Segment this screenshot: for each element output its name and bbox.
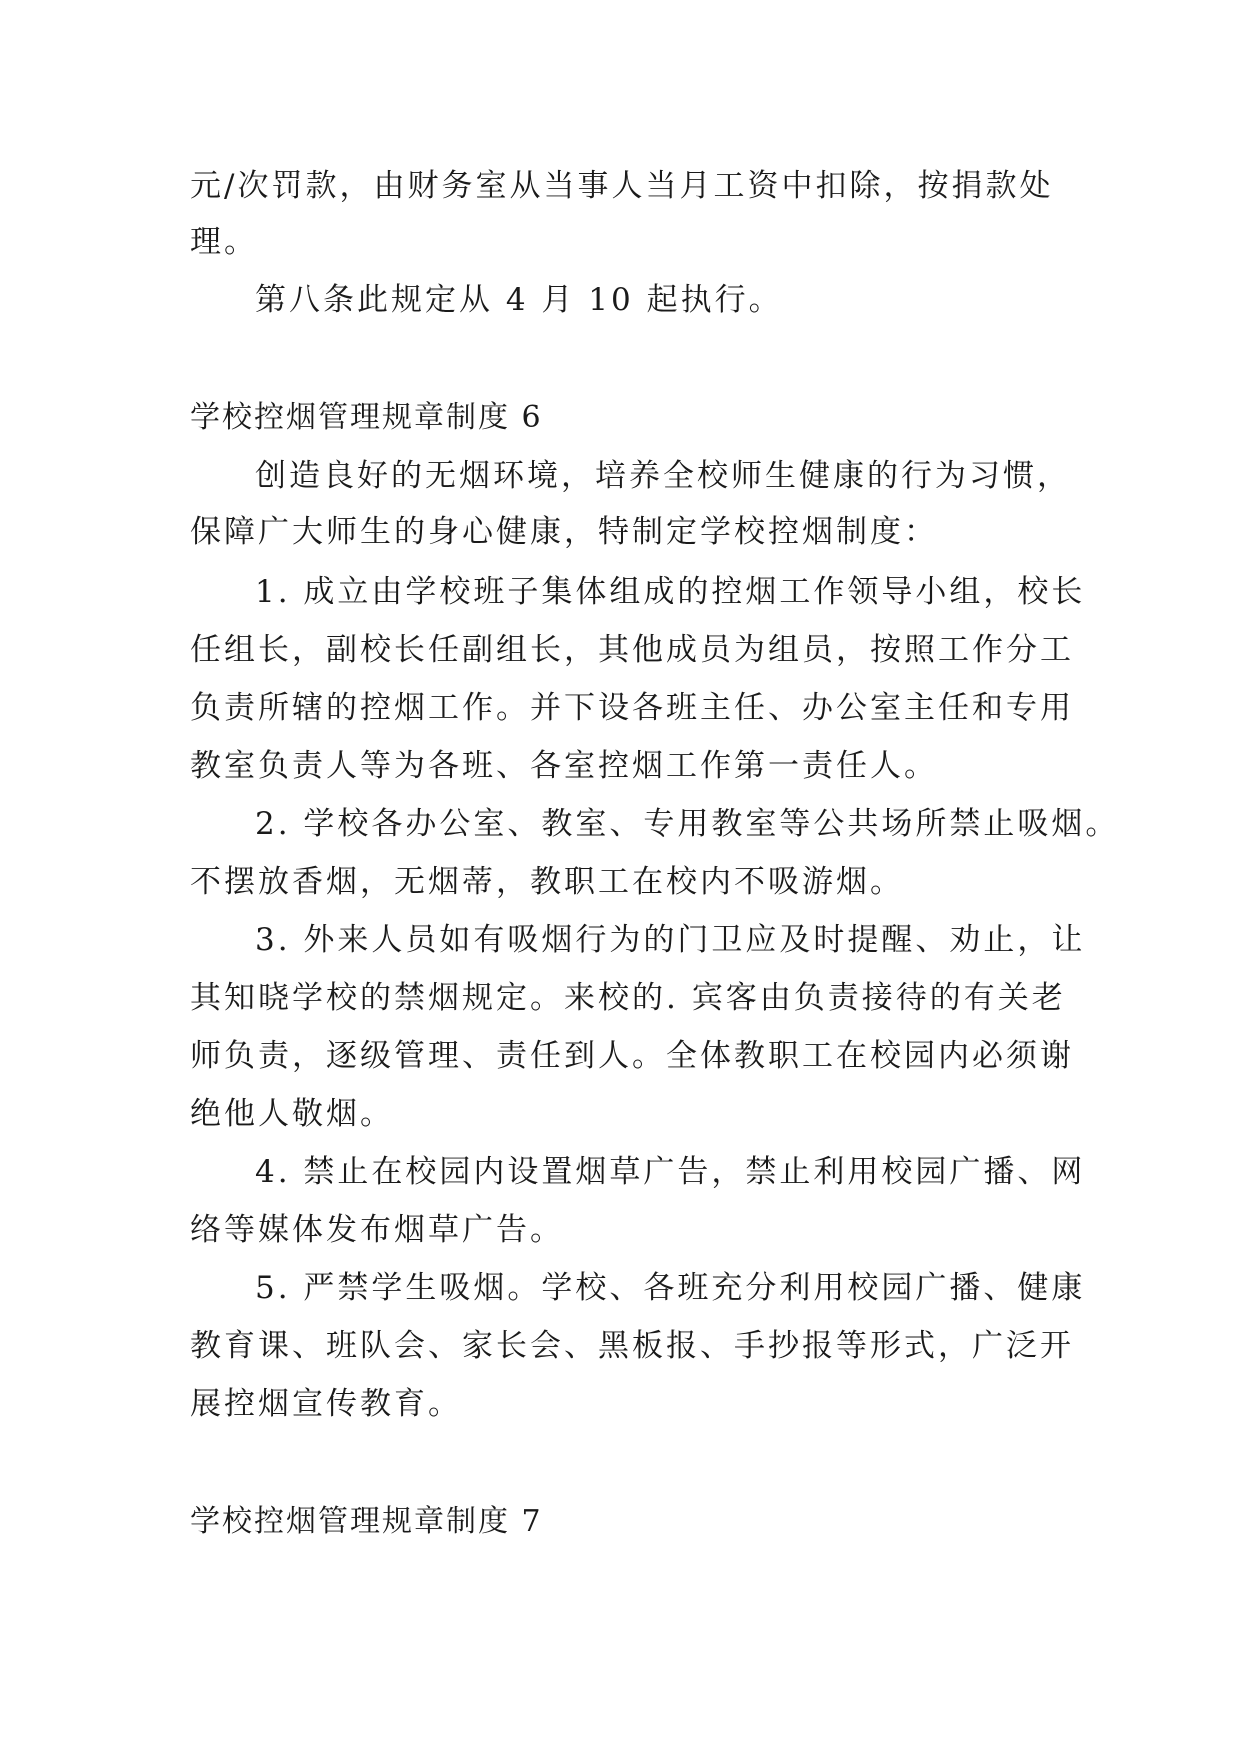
text-line: 元/次罚款，由财务室从当事人当月工资中扣除，按捐款处 (190, 168, 1054, 204)
text-line: 绝他人敬烟。 (190, 1096, 394, 1132)
text-line: 其知晓学校的禁烟规定。来校的. 宾客由负责接待的有关老 (190, 980, 1066, 1016)
text-line: 不摆放香烟，无烟蒂，教职工在校内不吸游烟。 (190, 864, 904, 900)
text-line: 第八条此规定从 4 月 10 起执行。 (255, 282, 783, 318)
section-heading: 学校控烟管理规章制度 7 (190, 1504, 543, 1539)
text-line: 创造良好的无烟环境，培养全校师生健康的行为习惯， (255, 458, 1071, 494)
text-line: 任组长，副校长任副组长，其他成员为组员，按照工作分工 (190, 632, 1074, 668)
text-line: 2. 学校各办公室、教室、专用教室等公共场所禁止吸烟。 (255, 806, 1120, 842)
text-line: 保障广大师生的身心健康，特制定学校控烟制度： (190, 514, 938, 550)
text-line: 4. 禁止在校园内设置烟草广告，禁止利用校园广播、网 (255, 1154, 1086, 1190)
text-line: 师负责，逐级管理、责任到人。全体教职工在校园内必须谢 (190, 1038, 1074, 1074)
text-line: 理。 (190, 224, 258, 260)
text-line: 络等媒体发布烟草广告。 (190, 1212, 564, 1248)
text-line: 3. 外来人员如有吸烟行为的门卫应及时提醒、劝止，让 (255, 922, 1086, 958)
text-line: 5. 严禁学生吸烟。学校、各班充分利用校园广播、健康 (255, 1270, 1086, 1306)
text-line: 展控烟宣传教育。 (190, 1386, 462, 1422)
text-line: 负责所辖的控烟工作。并下设各班主任、办公室主任和专用 (190, 690, 1074, 726)
section-heading: 学校控烟管理规章制度 6 (190, 400, 543, 435)
text-line: 教育课、班队会、家长会、黑板报、手抄报等形式，广泛开 (190, 1328, 1074, 1364)
text-line: 教室负责人等为各班、各室控烟工作第一责任人。 (190, 748, 938, 784)
text-line: 1. 成立由学校班子集体组成的控烟工作领导小组，校长 (255, 574, 1086, 610)
